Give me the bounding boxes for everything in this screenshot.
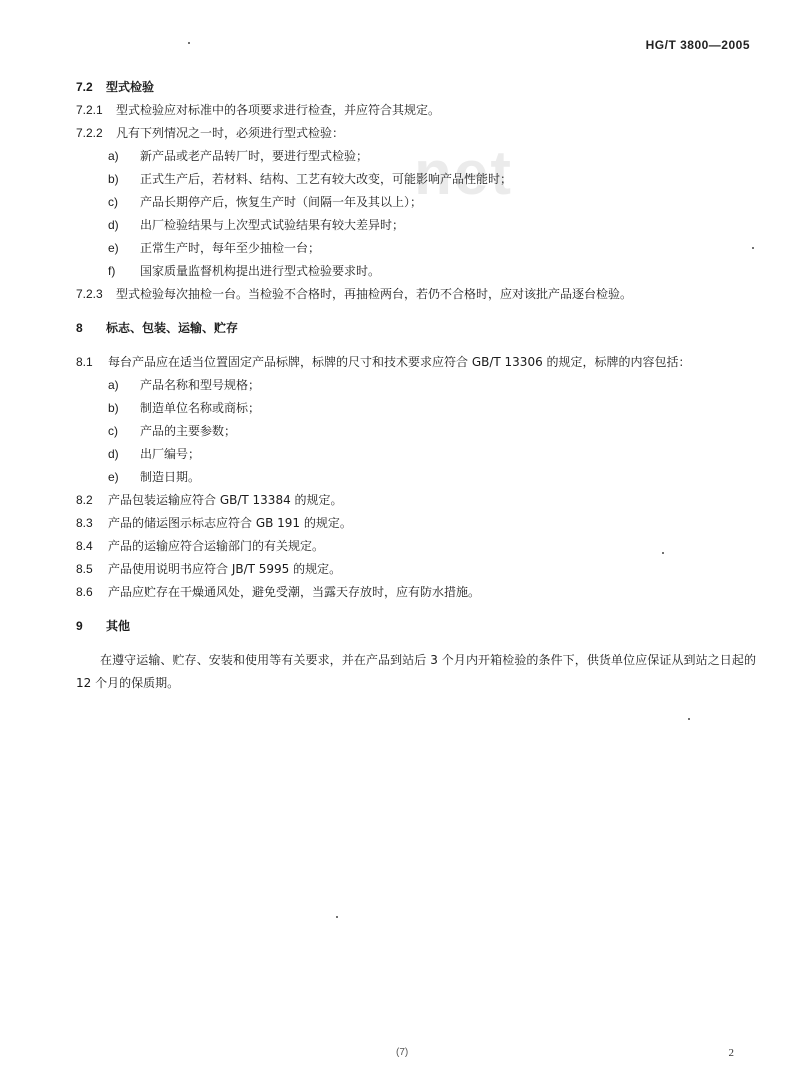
clause-number: 8.1 bbox=[76, 355, 93, 369]
list-item-text: 制造日期。 bbox=[140, 470, 201, 484]
clause-8-1 bbox=[76, 351, 756, 374]
list-marker: c) bbox=[108, 195, 118, 209]
clause-text: 产品应贮存在干燥通风处，避免受潮，当露天存放时，应有防水措施。 bbox=[108, 585, 481, 599]
list-item-text: 正式生产后，若材料、结构、工艺有较大改变，可能影响产品性能时； bbox=[140, 172, 513, 186]
clause-8-6 bbox=[76, 581, 756, 604]
clause-number: 8.6 bbox=[76, 585, 93, 599]
list-marker: c) bbox=[108, 424, 118, 438]
list-item-text: 产品长期停产后，恢复生产时（间隔一年及其以上）； bbox=[140, 195, 423, 209]
scan-speck bbox=[188, 42, 190, 44]
list-item bbox=[76, 260, 756, 283]
section-title: 型式检验 bbox=[106, 80, 155, 94]
clause-text: 产品的运输应符合运输部门的有关规定。 bbox=[108, 539, 325, 553]
clause-number: 7.2.3 bbox=[76, 287, 103, 301]
list-item-text: 出厂编号； bbox=[140, 447, 201, 461]
clause-8-3 bbox=[76, 512, 756, 535]
list-item bbox=[76, 443, 756, 466]
clause-text: 型式检验应对标准中的各项要求进行检查，并应符合其规定。 bbox=[116, 103, 441, 117]
section-title: 其他 bbox=[106, 619, 131, 633]
clause-text: 每台产品应在适当位置固定产品标牌，标牌的尺寸和技术要求应符合 GB/T 13306 的规定，标牌的内容包括： bbox=[108, 355, 691, 369]
footer-mark: (7) bbox=[396, 1047, 409, 1058]
list-marker: b) bbox=[108, 172, 119, 186]
document-body bbox=[76, 76, 756, 695]
list-item-text: 出厂检验结果与上次型式试验结果有较大差异时； bbox=[140, 218, 405, 232]
list-item bbox=[76, 374, 756, 397]
list-item-text: 新产品或老产品转厂时，要进行型式检验； bbox=[140, 149, 369, 163]
list-marker: a) bbox=[108, 149, 119, 163]
list-marker: e) bbox=[108, 241, 119, 255]
scan-speck bbox=[336, 916, 338, 918]
list-marker: b) bbox=[108, 401, 119, 415]
clause-text: 产品的储运图示标志应符合 GB 191 的规定。 bbox=[108, 516, 352, 530]
list-marker: a) bbox=[108, 378, 119, 392]
section-number: 9 bbox=[76, 619, 83, 633]
section-9-paragraph: 在遵守运输、贮存、安装和使用等有关要求，并在产品到站后 3 个月内开箱检验的条件下，供货单位应保证从到站之日起的 12 个月的保质期。 bbox=[76, 653, 756, 690]
clause-number: 8.3 bbox=[76, 516, 93, 530]
scan-speck bbox=[752, 247, 754, 249]
clause-7-2-3 bbox=[76, 283, 756, 306]
list-item bbox=[76, 237, 756, 260]
list-item bbox=[76, 145, 756, 168]
list-item-text: 正常生产时，每年至少抽检一台； bbox=[140, 241, 321, 255]
standard-number-header: HG/T 3800—2005 bbox=[645, 38, 750, 52]
scan-speck bbox=[662, 552, 664, 554]
section-7-2-heading bbox=[76, 76, 756, 99]
list-marker: d) bbox=[108, 218, 119, 232]
list-item bbox=[76, 214, 756, 237]
clause-7-2-1 bbox=[76, 99, 756, 122]
list-item bbox=[76, 466, 756, 489]
clause-text: 凡有下列情况之一时，必须进行型式检验： bbox=[116, 126, 345, 140]
clause-number: 8.2 bbox=[76, 493, 93, 507]
clause-number: 7.2.1 bbox=[76, 103, 103, 117]
list-item bbox=[76, 420, 756, 443]
page-number: 2 bbox=[728, 1047, 734, 1059]
list-item bbox=[76, 168, 756, 191]
list-item bbox=[76, 397, 756, 420]
section-number: 8 bbox=[76, 321, 83, 335]
list-item-text: 制造单位名称或商标； bbox=[140, 401, 261, 415]
list-marker: d) bbox=[108, 447, 119, 461]
clause-number: 8.5 bbox=[76, 562, 93, 576]
section-8-heading bbox=[76, 317, 756, 340]
list-item-text: 国家质量监督机构提出进行型式检验要求时。 bbox=[140, 264, 381, 278]
clause-text: 型式检验每次抽检一台。当检验不合格时，再抽检两台，若仍不合格时，应对该批产品逐台检验。 bbox=[116, 287, 633, 301]
clause-text: 产品使用说明书应符合 JB/T 5995 的规定。 bbox=[108, 562, 342, 576]
list-marker: f) bbox=[108, 264, 116, 278]
clause-7-2-2 bbox=[76, 122, 756, 145]
list-marker: e) bbox=[108, 470, 119, 484]
clause-8-2 bbox=[76, 489, 756, 512]
clause-text: 产品包装运输应符合 GB/T 13384 的规定。 bbox=[108, 493, 343, 507]
section-number: 7.2 bbox=[76, 80, 93, 94]
list-item bbox=[76, 191, 756, 214]
section-title: 标志、包装、运输、贮存 bbox=[106, 321, 239, 335]
scan-speck bbox=[688, 718, 690, 720]
list-item-text: 产品名称和型号规格； bbox=[140, 378, 261, 392]
watermark: net bbox=[414, 139, 513, 208]
clause-number: 7.2.2 bbox=[76, 126, 103, 140]
clause-number: 8.4 bbox=[76, 539, 93, 553]
section-9-heading bbox=[76, 615, 756, 638]
list-item-text: 产品的主要参数； bbox=[140, 424, 237, 438]
clause-8-4 bbox=[76, 535, 756, 558]
clause-8-5 bbox=[76, 558, 756, 581]
